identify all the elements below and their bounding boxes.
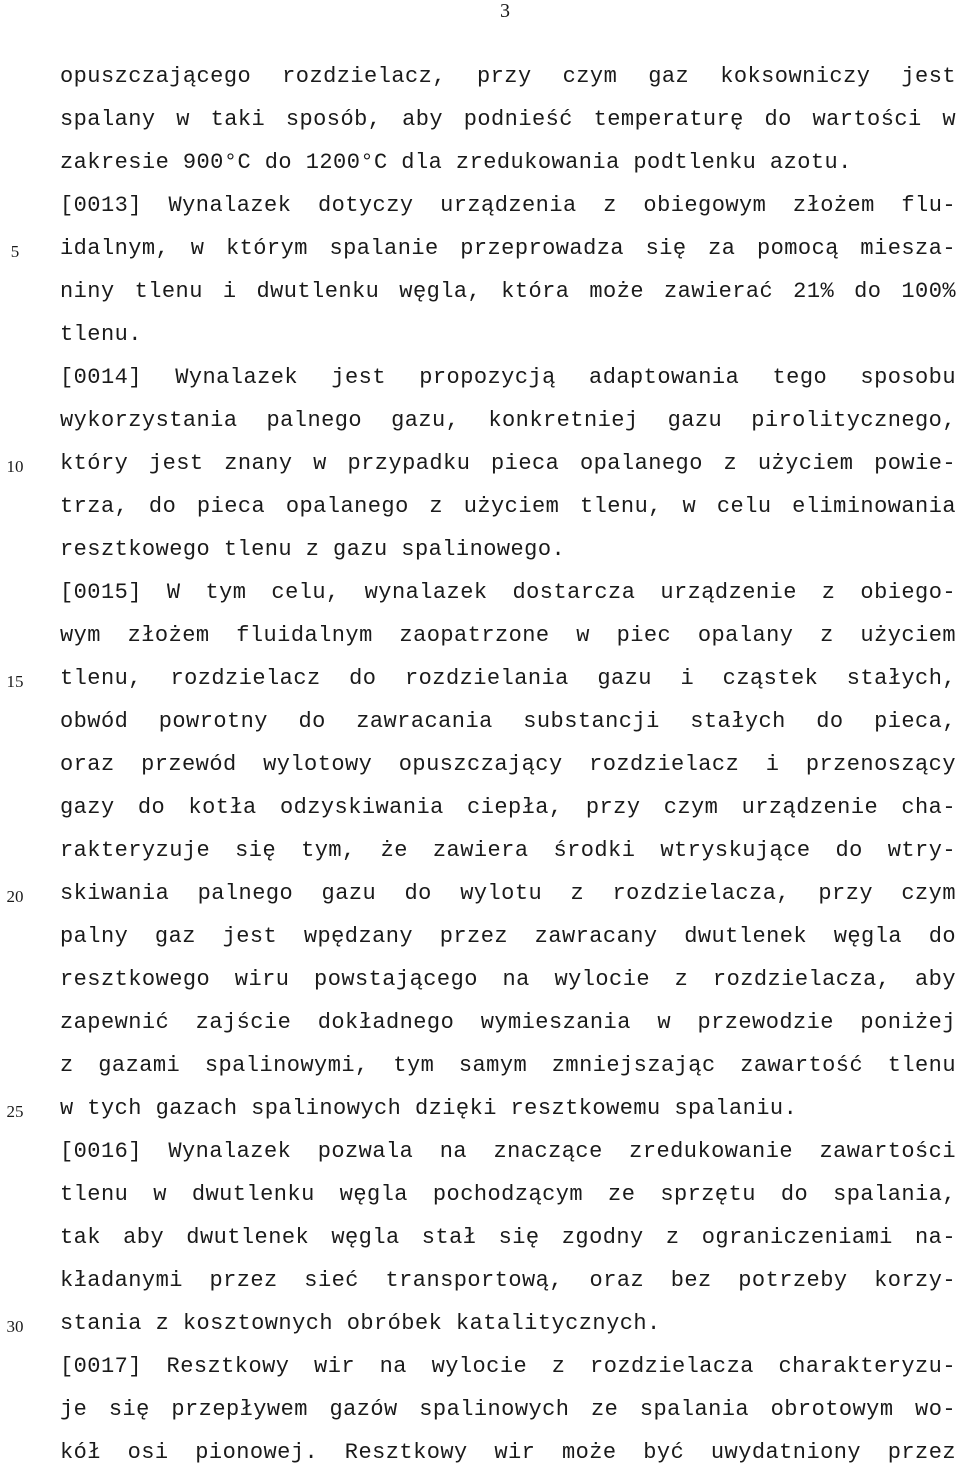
line-number: 10 <box>6 457 24 476</box>
text-line: tlenu w dwutlenku węgla pochodzącym ze sprzętu do spalania, <box>60 1182 956 1207</box>
text-line: tlenu, rozdzielacz do rozdzielania gazu i cząstek stałych, <box>60 666 956 691</box>
line-number: 15 <box>6 672 24 691</box>
text-line: trza, do pieca opalanego z użyciem tlenu, w celu eliminowania <box>60 494 956 519</box>
paragraph-0016-line: [0016] Wynalazek pozwala na znaczące zredukowanie zawartości <box>60 1139 956 1164</box>
paragraph-0017-line: [0017] Resztkowy wir na wylocie z rozdzielacza charakteryzu- <box>60 1354 956 1379</box>
text-line: resztkowego wiru powstającego na wylocie z rozdzielacza, aby <box>60 967 956 992</box>
text-line: idalnym, w którym spalanie przeprowadza się za pomocą miesza- <box>60 236 956 261</box>
text-line: gazy do kotła odzyskiwania ciepła, przy czym urządzenie cha- <box>60 795 956 820</box>
text-line: spalany w taki sposób, aby podnieść temperaturę do wartości w <box>60 107 956 132</box>
text-line: tak aby dwutlenek węgla stał się zgodny z ograniczeniami na- <box>60 1225 956 1250</box>
text-line: zapewnić zajście dokładnego wymieszania w przewodzie poniżej <box>60 1010 956 1035</box>
text-line: wym złożem fluidalnym zaopatrzone w piec opalany z użyciem <box>60 623 956 648</box>
text-line: opuszczającego rozdzielacz, przy czym gaz koksowniczy jest <box>60 64 956 89</box>
text-line: rakteryzuje się tym, że zawiera środki wtryskujące do wtry- <box>60 838 956 863</box>
line-number: 5 <box>10 242 20 261</box>
text-line: z gazami spalinowymi, tym samym zmniejszając zawartość tlenu <box>60 1053 956 1078</box>
text-line: niny tlenu i dwutlenku węgla, która może zawierać 21% do 100% <box>60 279 956 304</box>
text-line: kładanymi przez sieć transportową, oraz bez potrzeby korzy- <box>60 1268 956 1293</box>
line-number: 30 <box>6 1317 24 1336</box>
text-line: je się przepływem gazów spalinowych ze spalania obrotowym wo- <box>60 1397 956 1422</box>
text-line: kół osi pionowej. Resztkowy wir może być uwydatniony przez <box>60 1440 956 1465</box>
page-number: 3 <box>500 0 510 22</box>
line-number: 25 <box>6 1102 24 1121</box>
text-line: skiwania palnego gazu do wylotu z rozdzielacza, przy czym <box>60 881 956 906</box>
text-line: palny gaz jest wpędzany przez zawracany dwutlenek węgla do <box>60 924 956 949</box>
text-line: zakresie 900°C do 1200°C dla zredukowania podtlenku azotu. <box>60 150 852 175</box>
text-line: resztkowego tlenu z gazu spalinowego. <box>60 537 566 562</box>
paragraph-0014-line: [0014] Wynalazek jest propozycją adaptowania tego sposobu <box>60 365 956 390</box>
text-line: wykorzystania palnego gazu, konkretniej gazu pirolitycznego, <box>60 408 956 433</box>
text-line: w tych gazach spalinowych dzięki resztkowemu spalaniu. <box>60 1096 798 1121</box>
text-line: stania z kosztownych obróbek katalitycznych. <box>60 1311 661 1336</box>
text-line: tlenu. <box>60 322 142 347</box>
text-line: oraz przewód wylotowy opuszczający rozdzielacz i przenoszący <box>60 752 956 777</box>
text-line: który jest znany w przypadku pieca opalanego z użyciem powie- <box>60 451 956 476</box>
paragraph-0013-line: [0013] Wynalazek dotyczy urządzenia z obiegowym złożem flu- <box>60 193 956 218</box>
paragraph-0015-line: [0015] W tym celu, wynalazek dostarcza urządzenie z obiego- <box>60 580 956 605</box>
text-line: obwód powrotny do zawracania substancji stałych do pieca, <box>60 709 956 734</box>
line-number: 20 <box>6 887 24 906</box>
